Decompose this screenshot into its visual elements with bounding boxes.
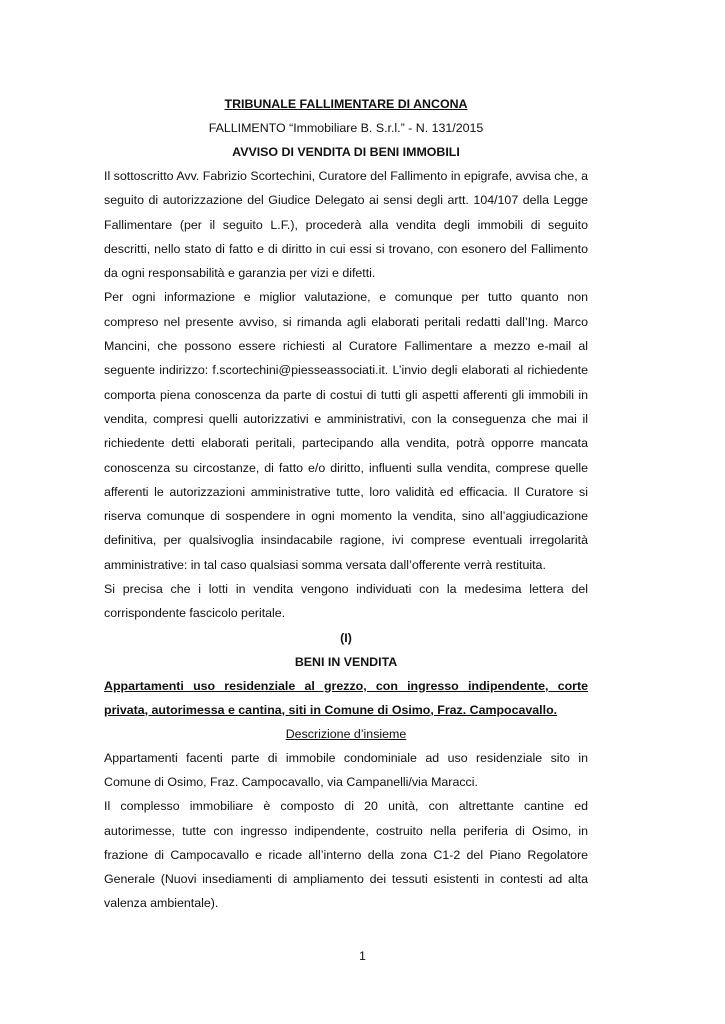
paragraph-apartments: Appartamenti facenti parte di immobile condominiale ad uso residenziale sito in Comune di Osimo, Fraz. Campocavallo, via Campanelli/via Maracci.	[104, 750, 588, 789]
paragraph-complex: Il complesso immobiliare è composto di 20 unità, con altrettante cantine ed autorimesse, tutte con ingresso indipendente, costruito nella periferia di Osimo, in frazione di Campocavallo e ricade all’interno della zona C1-2 del Piano Regolatore Generale (Nuovi insediamenti di ampliamento dei tessuti esistenti in contesti ad alta valenza ambientale).	[104, 799, 588, 911]
case-reference: FALLIMENTO “Immobiliare B. S.r.l.” - N. 131/2015	[208, 121, 484, 135]
notice-title: AVVISO DI VENDITA DI BENI IMMOBILI	[232, 145, 460, 159]
section-title: BENI IN VENDITA	[294, 654, 398, 669]
paragraph-intro: Il sottoscritto Avv. Fabrizio Scortechini, Curatore del Fallimento in epigrafe, avvisa che, a seguito di autorizzazione del Giudice Delegato ai sensi degli artt. 104/107 della Legge Fallimentare (per il seguito L.F.), procederà alla vendita degli immobili di seguito descritti, nello stato di fatto e di diritto in cui essi si trovano, con esonero del Fallimento da ogni responsabilità e garanzia per vizi e difetti.	[104, 169, 588, 281]
lot-heading: Appartamenti uso residenziale al grezzo, con ingresso indipendente, corte privata, autorimessa e cantina, siti in Comune di Osimo, Fraz. Campocavallo.	[104, 678, 588, 717]
paragraph-information: Per ogni informazione e miglior valutazione, e comunque per tutto quanto non compreso nel presente avviso, si rimanda agli elaborati peritali redatti dall’Ing. Marco Mancini, che possono essere richiesti al Curatore Fallimentare a mezzo e-mail al seguente indirizzo: f.scortechini@piesseassociati.it. L’invio degli elaborati al richiedente comporta piena conoscenza da parte di costui di tutti gli aspetti afferenti gli immobili in vendita, compresi quelli autorizzativi e amministrativi, con la conseguenza che mai il richiedente detti elaborati peritali, partecipando alla vendita, potrà opporre mancata conoscenza su circostanze, di fatto e/o diritto, influenti sulla vendita, comprese quelle afferenti le autorizzazioni amministrative tutte, loro validità ed efficacia. Il Curatore si riserva comunque di sospendere in ogni momento la vendita, sino all’aggiudicazione definitiva, per qualsivoglia insindacabile ragione, ivi comprese eventuali irregolarità amministrative: in tal caso qualsiasi somma versata dall’offerente verrà restituita.	[104, 290, 588, 572]
paragraph-lots: Si precisa che i lotti in vendita vengono individuati con la medesima lettera del corrispondente fascicolo peritale.	[104, 582, 588, 621]
section-number: (I)	[340, 630, 352, 645]
description-subheading: Descrizione d’insieme	[285, 726, 407, 741]
court-title: TRIBUNALE FALLIMENTARE DI ANCONA	[224, 97, 468, 111]
page-number: 1	[359, 949, 366, 963]
document-page	[104, 92, 588, 916]
